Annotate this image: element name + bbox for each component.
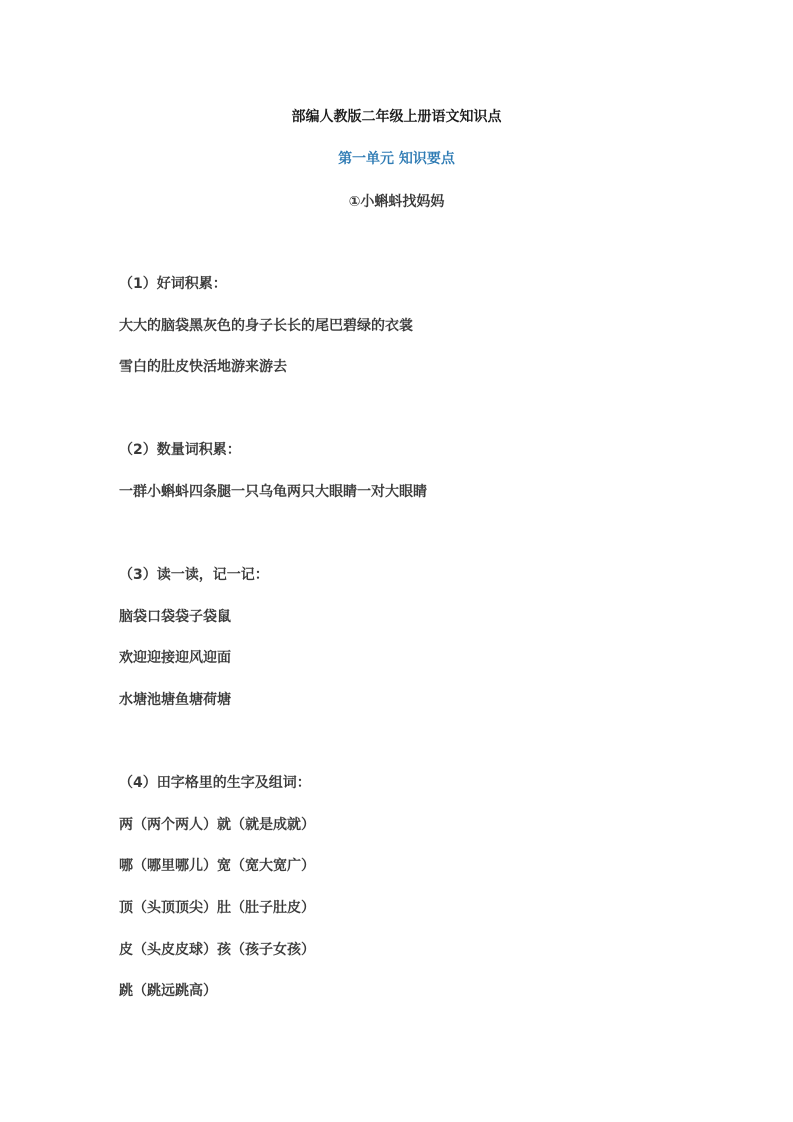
- lesson-heading: ①小蝌蚪找妈妈: [348, 194, 445, 210]
- section-heading: （4）田字格里的生字及组词：: [119, 775, 311, 791]
- text-line: 大大的脑袋黑灰色的身子长长的尾巴碧绿的衣裳: [119, 318, 413, 334]
- text-line: 脑袋口袋袋子袋鼠: [119, 609, 231, 625]
- text-line: 顶（头顶顶尖）肚（肚子肚皮）: [119, 900, 315, 916]
- text-line: 哪（哪里哪儿）宽（宽大宽广）: [119, 858, 315, 874]
- document-title: 部编人教版二年级上册语文知识点: [291, 109, 502, 125]
- section-heading: （1）好词积累：: [119, 276, 227, 292]
- section-heading: （2）数量词积累：: [119, 442, 241, 458]
- text-line: 跳（跳远跳高）: [119, 983, 217, 999]
- text-line: 欢迎迎接迎风迎面: [119, 650, 231, 666]
- text-line: 一群小蝌蚪四条腿一只乌龟两只大眼睛一对大眼睛: [119, 484, 427, 500]
- text-line: 雪白的肚皮快活地游来游去: [119, 359, 287, 375]
- text-line: 水塘池塘鱼塘荷塘: [119, 692, 231, 708]
- unit-heading: 第一单元 知识要点: [338, 151, 455, 167]
- text-line: 皮（头皮皮球）孩（孩子女孩）: [119, 942, 315, 958]
- text-line: 两（两个两人）就（就是成就）: [119, 817, 315, 833]
- section-heading: （3）读一读，记一记：: [119, 567, 269, 583]
